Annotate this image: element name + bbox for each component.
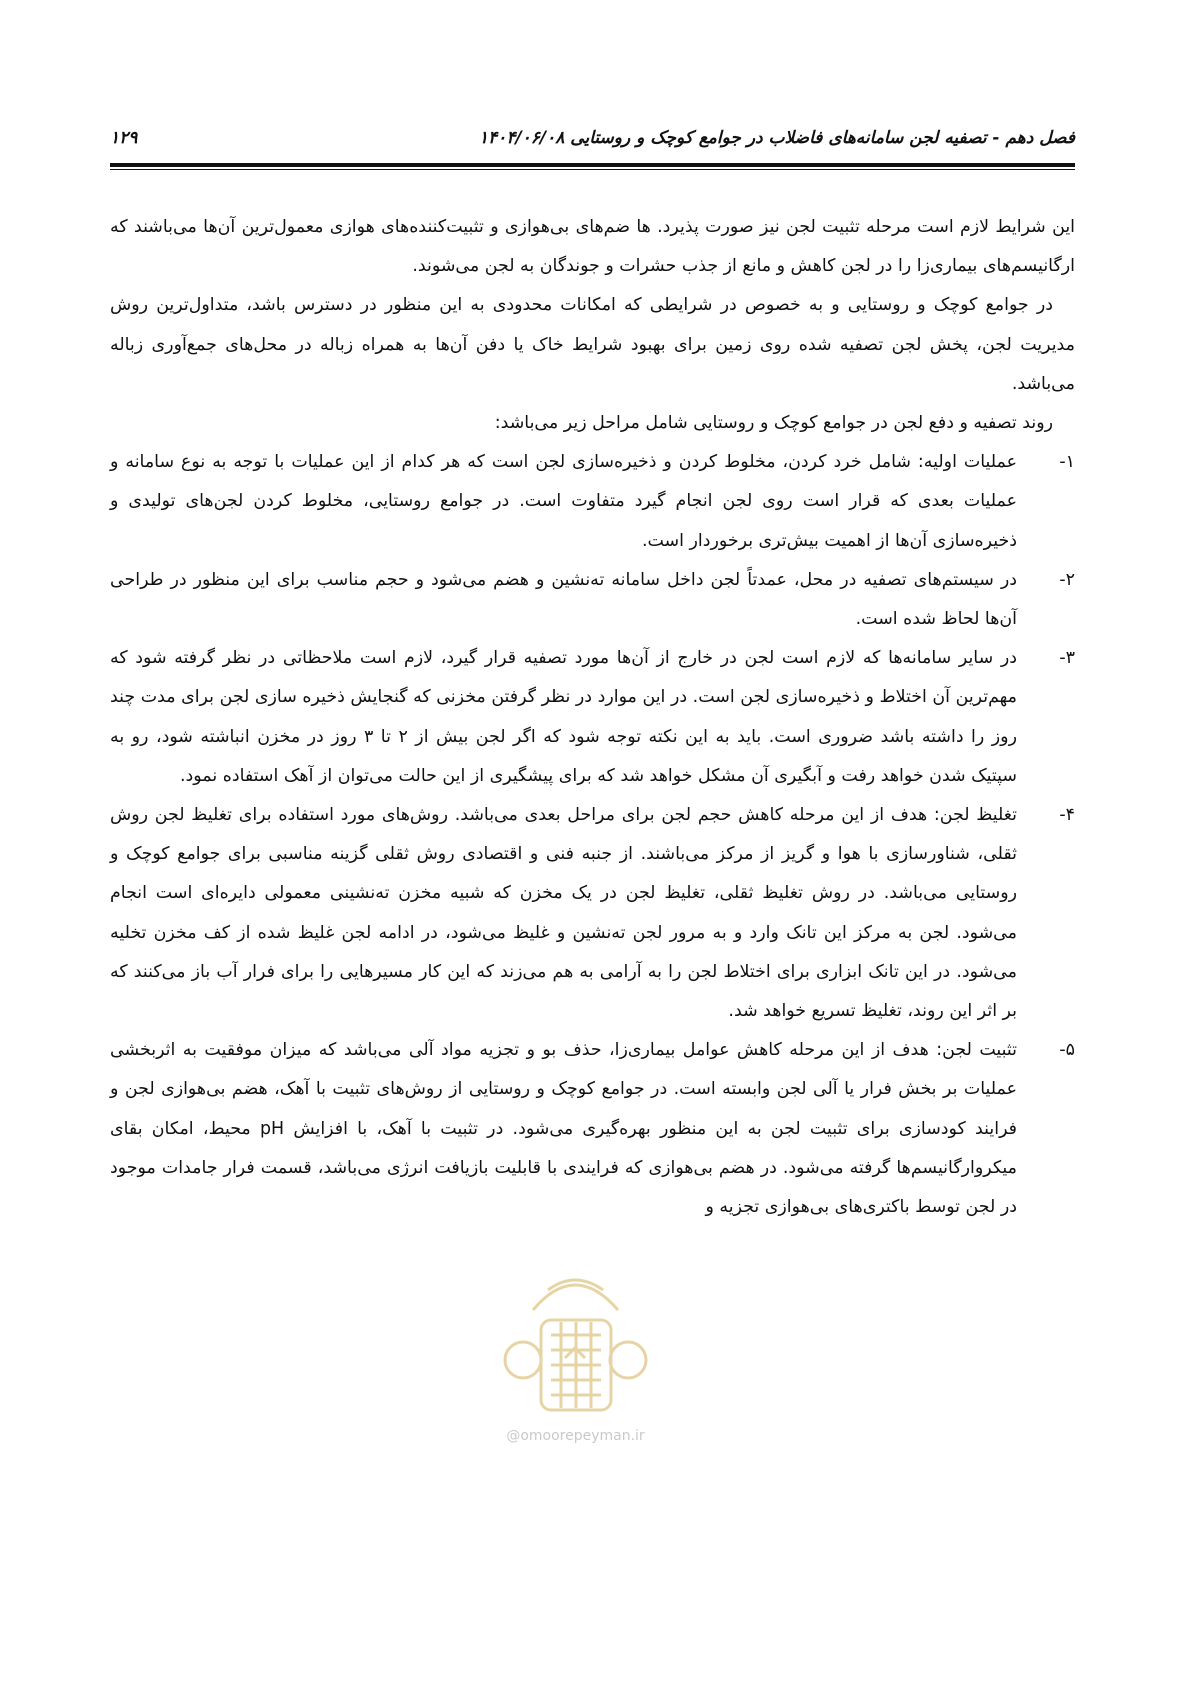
list-item: [110, 796, 1075, 1031]
list-item-text: تغلیظ لجن: هدف از این مرحله کاهش حجم لجن برای مراحل بعدی می‌باشد. روش‌های مورد استفاده برای تغلیظ لجن روش ثقلی، شناورسازی با هوا و گریز از مرکز می‌باشند. از جنبه فنی و اقتصادی روش ثقلی گزینه مناسبی برای جوامع کوچک و روستایی می‌باشد. در روش تغلیظ ثقلی، تغلیظ لجن در یک مخزن که شبیه مخزن ته‌نشینی معمولی دایره‌ای است انجام می‌شود. لجن به مرکز این تانک وارد و به مرور لجن ته‌نشین و غلیظ می‌شود، در ادامه لجن غلیظ شده از کف مخزن تخلیه می‌شود. در این تانک ابزاری برای اختلاط لجن را به آرامی به هم می‌زند که این کار مسیرهایی را برای فرار آب باز می‌کنند که بر اثر این روند، تغلیظ تسریع خواهد شد.: [110, 805, 1017, 1022]
list-item-text: عملیات اولیه: شامل خرد کردن، مخلوط کردن و ذخیره‌سازی لجن است که هر کدام از این عملیات با توجه به نوع سامانه و عملیات بعدی که قرار است روی لجن انجام گیرد متفاوت است. در جوامع روستایی، مخلوط کردن لجن‌های تولیدی و ذخیره‌سازی آن‌ها از اهمیت بیش‌تری برخوردار است.: [110, 452, 1017, 551]
list-item: [110, 561, 1075, 639]
watermark-url: @omoorepeyman.ir: [506, 1428, 645, 1444]
body-text: [110, 208, 1075, 1227]
paragraph: روند تصفیه و دفع لجن در جوامع کوچک و روستایی شامل مراحل زیر می‌باشد:: [494, 413, 1053, 434]
list-item-number: ۴-: [1059, 805, 1075, 826]
list-item: [110, 639, 1075, 796]
list-item-number: ۳-: [1059, 648, 1075, 669]
steps-list: [110, 443, 1075, 1227]
list-item: [110, 1031, 1075, 1227]
list-item-text: در سیستم‌های تصفیه در محل، عمدتاً لجن داخل سامانه ته‌نشین و هضم می‌شود و حجم مناسب برای این منظور در طراحی آن‌ها لحاظ شده است.: [110, 569, 1017, 630]
header-rule-thick: [110, 163, 1075, 167]
list-item-text: تثبیت لجن: هدف از این مرحله کاهش عوامل بیماری‌زا، حذف بو و تجزیه مواد آلی می‌باشد که میزان موفقیت به اثربخشی عملیات بر بخش فرار یا آلی لجن وابسته است. در جوامع کوچک و روستایی از روش‌های تثبیت با آهک، هضم بی‌هوازی لجن و فرایند کودسازی برای تثبیت لجن به این منظور بهره‌گیری می‌شود. در تثبیت با آهک، با افزایش pH محیط، امکان بقای میکروارگانیسم‌ها گرفته می‌شود. در هضم بی‌هوازی که فرایندی با قابلیت بازیافت انرژی می‌باشد، قسمت فرار جامدات موجود در لجن توسط باکتری‌های بی‌هوازی تجزیه و: [110, 1040, 1017, 1218]
list-item-number: ۵-: [1059, 1040, 1075, 1061]
list-item-number: ۱-: [1059, 452, 1075, 473]
page-header: [110, 120, 1075, 160]
list-item: [110, 443, 1075, 561]
paragraph: این شرایط لازم است مرحله تثبیت لجن نیز صورت پذیرد. ها ضم‌های بی‌هوازی و تثبیت‌کننده‌های هوازی معمول‌ترین آن‌ها می‌باشند که ارگانیسم‌های بیماری‌زا را در لجن کاهش و مانع از جذب حشرات و جوندگان به لجن می‌شوند.: [110, 217, 1075, 277]
list-item-number: ۲-: [1059, 569, 1075, 590]
watermark-logo: [493, 1250, 658, 1444]
list-item-text: در سایر سامانه‌ها که لازم است لجن در خارج از آن‌ها مورد تصفیه قرار گیرد، لازم است ملاحظاتی در نظر گرفته شود که مهم‌ترین آن اختلاط و ذخیره‌سازی لجن است. در این موارد در نظر گرفتن مخزنی که گنجایش ذخیره سازی لجن برای مدت چند روز را داشته باشد ضروری است. باید به این نکته توجه شود که اگر لجن بیش از ۲ تا ۳ روز در مخزن انباشته شود، رو به سپتیک شدن خواهد رفت و آبگیری آن مشکل خواهد شد که برای پیشگیری از این حالت می‌توان از آهک استفاده نمود.: [110, 648, 1017, 786]
chapter-title: فصل دهم - تصفیه لجن سامانه‌های فاضلاب در جوامع کوچک و روستایی ۱۴۰۴/۰۶/۰۸: [478, 128, 1075, 148]
header-rule-thin: [110, 169, 1075, 170]
page-number: ۱۲۹: [110, 128, 138, 148]
seal-icon: [493, 1250, 658, 1425]
paragraph: در جوامع کوچک و روستایی و به خصوص در شرایطی که امکانات محدودی به این منظور در دسترس باشد، متداول‌ترین روش مدیریت لجن، پخش لجن تصفیه شده روی زمین برای بهبود شرایط خاک یا دفن آن‌ها به همراه زباله در محل‌های جمع‌آوری زباله می‌باشد.: [110, 295, 1075, 394]
